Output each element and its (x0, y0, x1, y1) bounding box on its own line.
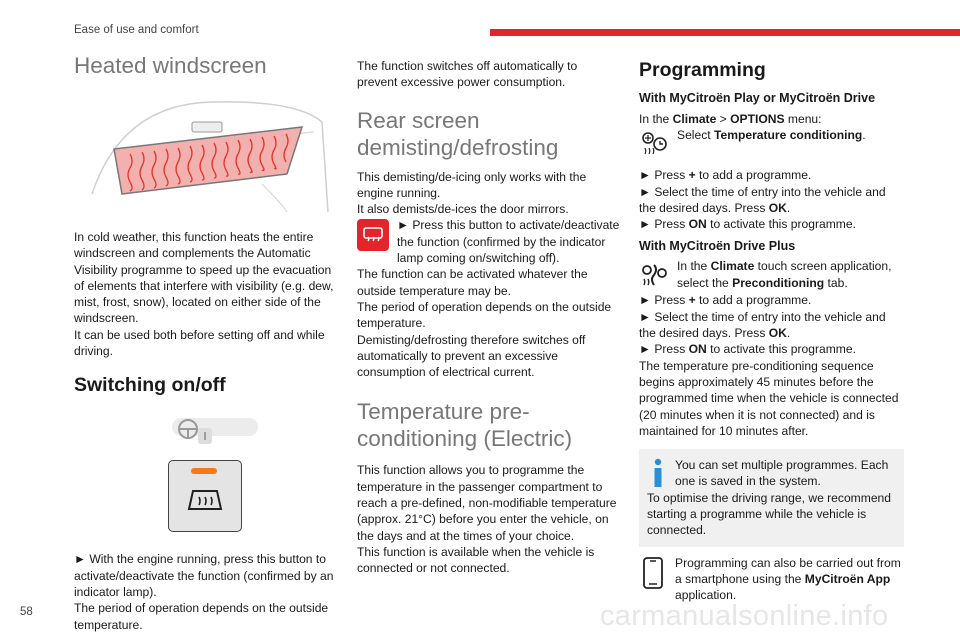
sequence-paragraph: The temperature pre-conditioning sequence begins approximately 45 minutes before the programmed time when the vehicle is connected (20 minutes when it is not connected) and is maintained for 10 minutes after. (639, 358, 899, 438)
preconditioning-intro: In the Climate touch screen application, select the Preconditioning tab. (639, 258, 904, 291)
mycitroen-drive-plus-heading: With MyCitroën Drive Plus (639, 239, 796, 254)
temperature-preconditioning-title: Temperature pre-conditioning (Electric) (357, 399, 573, 452)
switching-text (74, 551, 340, 632)
rear-paragraph-2: It also demists/de-ices the door mirrors. (357, 202, 569, 217)
column-heated-windscreen (74, 52, 340, 633)
switching-title: Switching on/off (74, 374, 226, 397)
climate-app-icon (639, 260, 669, 290)
climate-fan-icon (639, 129, 669, 159)
heated-windscreen-intro (74, 229, 340, 359)
rear-paragraph-5: Demisting/defrosting therefore switches off automatically to prevent an excessive consumption of electrical current. (357, 332, 586, 380)
programming-title: Programming (639, 59, 766, 81)
switching-paragraph-1: ► With the engine running, press this button to activate/deactivate the function (confirmed by an indicator lamp). (74, 552, 334, 599)
climate-options-menu-text: In the Climate > OPTIONS menu: (639, 112, 822, 126)
temp-paragraph-1: This function allows you to programme the temperature in the passenger compartment to reach a pre-defined, non-modifiable temperature (approx. 21°C) before you enter the vehicle, on the days and at the times of your choice. (357, 463, 617, 543)
smartphone-icon (639, 557, 667, 589)
info-icon (647, 457, 669, 489)
heated-windscreen-title: Heated windscreen (74, 53, 267, 78)
rear-paragraph-1: This demisting/de-icing only works with the engine running. (357, 169, 587, 200)
header-accent-bar (490, 29, 960, 36)
auto-off-paragraph: The function switches off automatically to prevent excessive power consumption. (357, 59, 578, 90)
rear-paragraph-4: The period of operation depends on the outside temperature. (357, 299, 612, 331)
windscreen-illustration (82, 94, 334, 212)
smartphone-programming: Programming can also be carried out from a smartphone using the MyCitroën App application. (639, 555, 904, 604)
windscreen-button-illustration (168, 460, 242, 532)
column-programming (639, 58, 904, 604)
rear-paragraph-3: The function can be activated whatever the outside temperature may be. (357, 267, 588, 298)
watermark: carmanualsonline.info (600, 600, 889, 632)
rear-screen-title: Rear screen demisting/defrosting (357, 107, 559, 160)
info-paragraph-1: You can set multiple programmes. Each one is saved in the system. (675, 458, 889, 489)
info-paragraph-2: To optimise the driving range, we recommend starting a programme while the vehicle is connected. (647, 490, 892, 538)
temp-paragraph-2: This function is available when the vehicle is connected or not connected. (357, 544, 595, 576)
intro-paragraph-1: In cold weather, this function heats the entire windscreen and complements the Automatic Visibility programme to speed up the evacuation of elements that interfere with visibility (e.g. dew, mist, frost, snow), located on either side of the windscreen. (74, 230, 334, 326)
rear-button-text: ► Press this button to activate/deactivate the function (confirmed by the indicator lamp coming on/switching off). (397, 218, 620, 266)
header-section-title: Ease of use and comfort (74, 24, 199, 36)
info-box (639, 449, 904, 546)
rear-defrost-icon (357, 219, 389, 251)
rear-button-instruction (357, 217, 620, 266)
select-temperature-conditioning: Select Temperature conditioning. (639, 127, 904, 143)
steering-wheel-illustration (170, 414, 260, 450)
sub2-steps: ► Press + to add a programme. ► Select the time of entry into the vehicle and the desired days. Press OK. ► Press ON to activate this programme. (639, 293, 886, 357)
intro-paragraph-2: It can be used both before setting off and while driving. (74, 327, 325, 359)
switching-paragraph-2: The period of operation depends on the outside temperature. (74, 601, 329, 632)
sub1-steps: ► Press + to add a programme. ► Select the time of entry into the vehicle and the desired days. Press OK. ► Press ON to activate this programme. (639, 168, 886, 232)
column-rear-screen (357, 58, 620, 577)
page-number: 58 (20, 606, 33, 618)
mycitroen-play-drive-heading: With MyCitroën Play or MyCitroën Drive (639, 91, 876, 105)
